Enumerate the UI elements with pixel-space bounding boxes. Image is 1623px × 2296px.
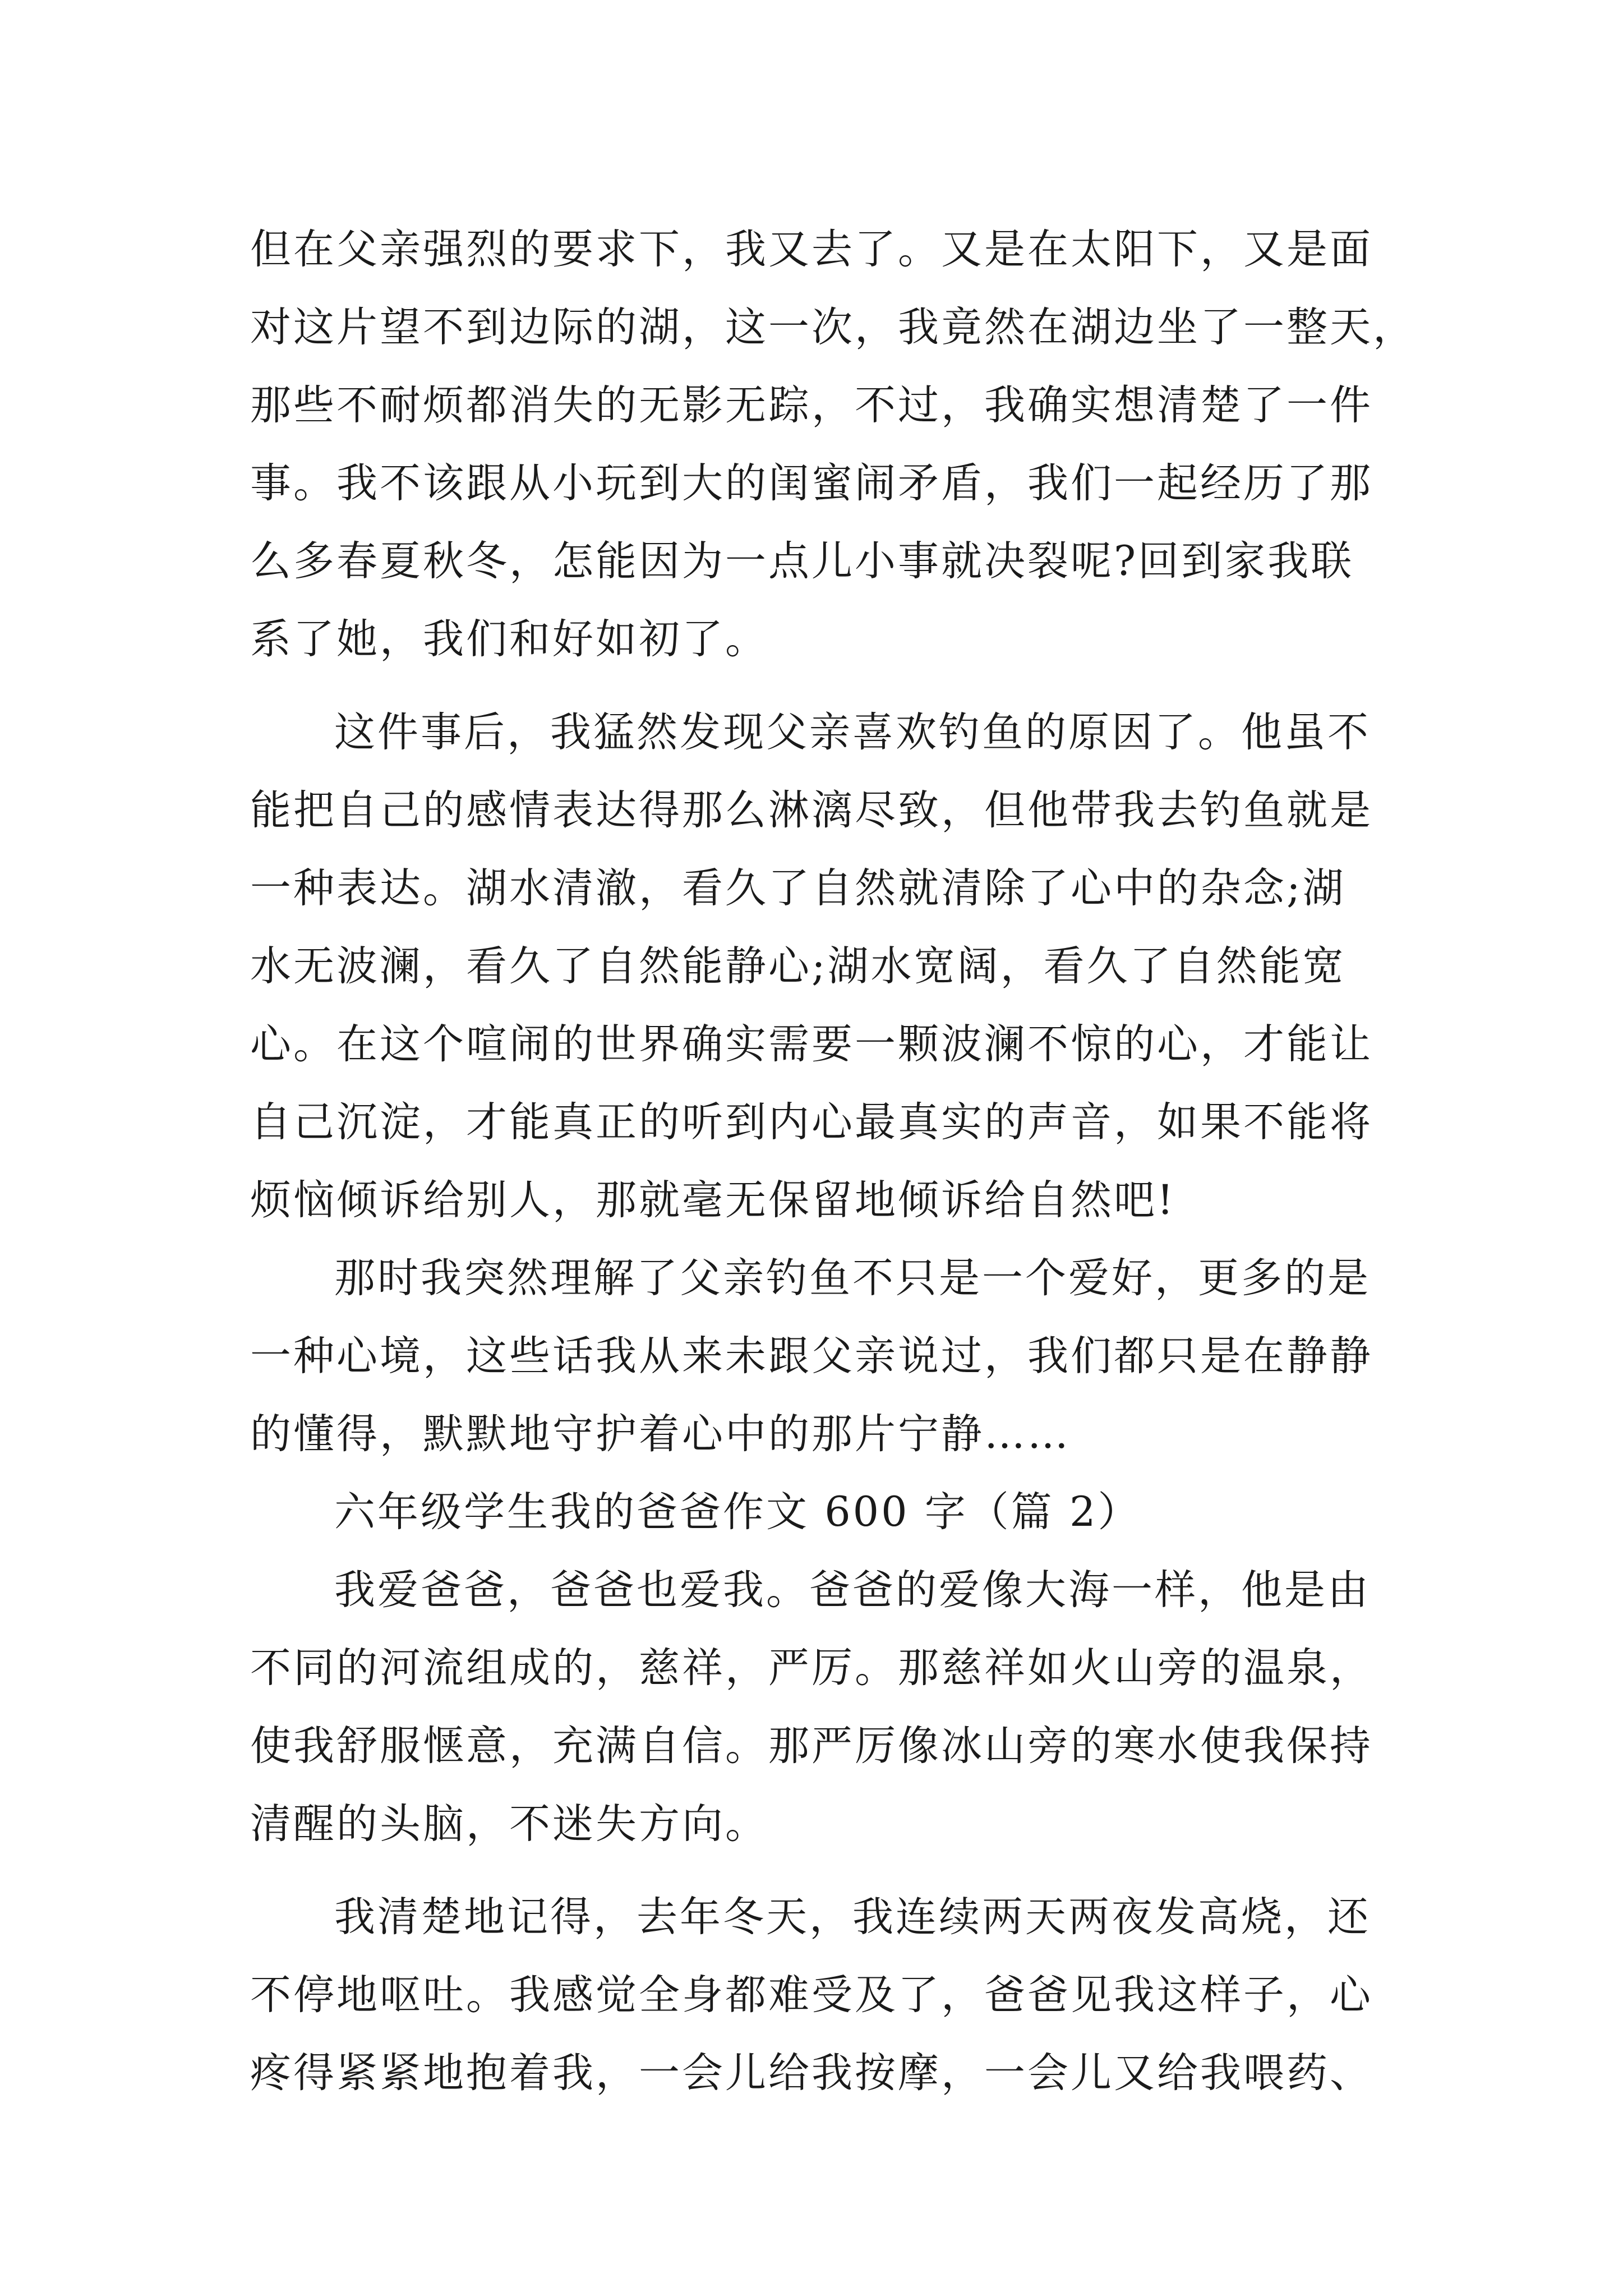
text-line: 心。在这个喧闹的世界确实需要一颗波澜不惊的心，才能让 — [250, 1020, 1373, 1068]
text-line: 这件事后，我猛然发现父亲喜欢钓鱼的原因了。他虽不 — [334, 708, 1371, 756]
paragraph-1 — [250, 210, 1416, 678]
text-line: 我爱爸爸，爸爸也爱我。爸爸的爱像大海一样，他是由 — [334, 1566, 1371, 1614]
body-text — [250, 210, 1416, 2112]
text-line: 疼得紧紧地抱着我，一会儿给我按摩，一会儿又给我喂药、 — [250, 2049, 1373, 2097]
text-line: 不同的河流组成的，慈祥，严厉。那慈祥如火山旁的温泉， — [250, 1644, 1373, 1692]
text-line: 我清楚地记得，去年冬天，我连续两天两夜发高烧，还 — [334, 1893, 1371, 1941]
text-line: 清醒的头脑，不迷失方向。 — [250, 1800, 768, 1848]
text-line: 使我舒服惬意，充满自信。那严厉像冰山旁的寒水使我保持 — [250, 1722, 1373, 1770]
text-line: 水无波澜，看久了自然能静心;湖水宽阔，看久了自然能宽 — [250, 942, 1346, 990]
paragraph-3 — [250, 1239, 1394, 1473]
text-line: 那些不耐烦都消失的无影无踪，不过，我确实想清楚了一件 — [250, 381, 1373, 429]
paragraph-2 — [250, 693, 1394, 1239]
text-line: 事。我不该跟从小玩到大的闺蜜闹矛盾，我们一起经历了那 — [250, 459, 1373, 507]
paragraph-5 — [250, 1878, 1394, 2112]
section-heading: 六年级学生我的爸爸作文 600 字（篇 2） — [334, 1488, 1141, 1536]
text-line: 一种表达。湖水清澈，看久了自然就清除了心中的杂念;湖 — [250, 864, 1346, 912]
text-line: 一种心境，这些话我从来未跟父亲说过，我们都只是在静静 — [250, 1332, 1373, 1380]
text-line: 但在父亲强烈的要求下，我又去了。又是在太阳下，又是面 — [250, 226, 1373, 273]
text-line: 那时我突然理解了父亲钓鱼不只是一个爱好，更多的是 — [334, 1254, 1371, 1302]
text-line: 系了她，我们和好如初了。 — [250, 615, 768, 663]
text-line: 不停地呕吐。我感觉全身都难受及了，爸爸见我这样子，心 — [250, 1971, 1373, 2019]
text-line: 的懂得，默默地守护着心中的那片宁静…… — [250, 1410, 1071, 1458]
text-line: 对这片望不到边际的湖，这一次，我竟然在湖边坐了一整天， — [250, 303, 1416, 351]
text-line: 么多春夏秋冬，怎能因为一点儿小事就决裂呢?回到家我联 — [250, 537, 1354, 585]
text-line: 能把自己的感情表达得那么淋漓尽致，但他带我去钓鱼就是 — [250, 786, 1373, 834]
text-line: 自己沉淀，才能真正的听到内心最真实的声音，如果不能将 — [250, 1098, 1373, 1146]
paragraph-4 — [250, 1551, 1394, 1863]
text-line: 烦恼倾诉给别人，那就毫无保留地倾诉给自然吧! — [250, 1176, 1176, 1224]
